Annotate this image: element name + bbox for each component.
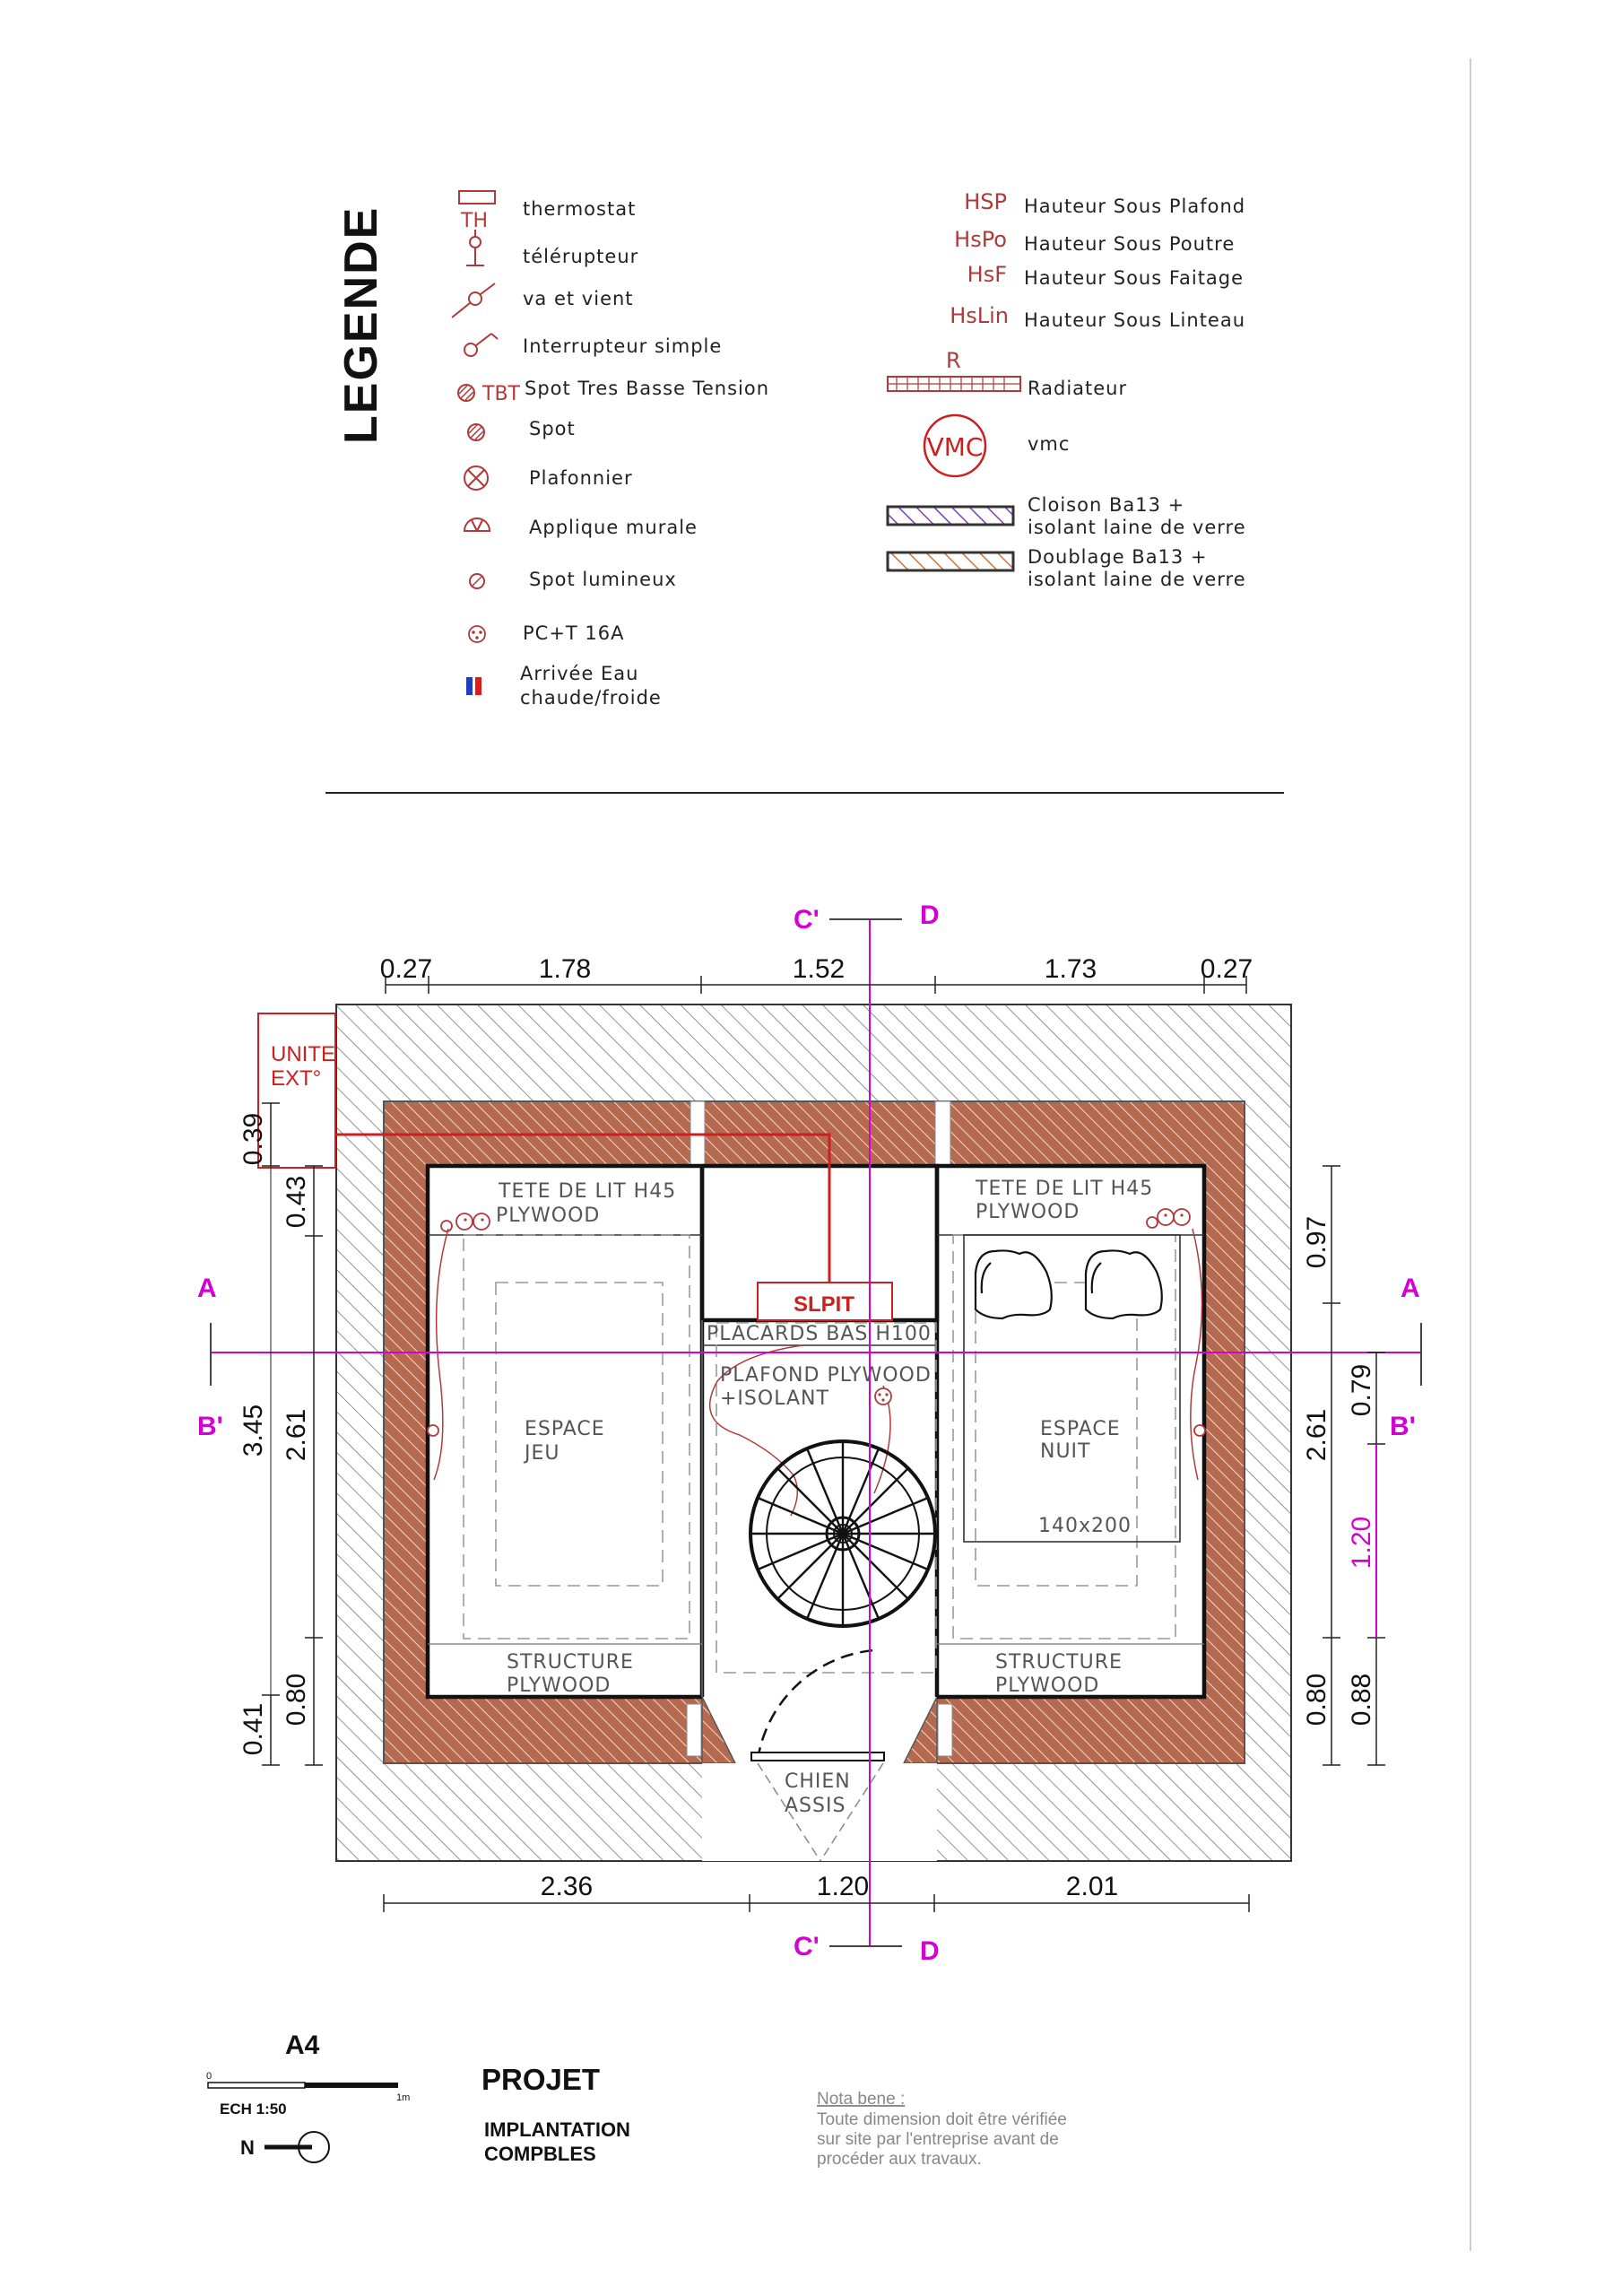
legend-item-label: va et vient [523, 288, 634, 309]
scale-end: 1m [396, 2092, 411, 2103]
legend-item-label: Spot lumineux [529, 569, 677, 590]
espace-nuit-label: ESPACE [1040, 1418, 1121, 1440]
nota-line: sur site par l'entreprise avant de [817, 2130, 1059, 2149]
cloison-swatch [888, 507, 1013, 525]
section-a-left: A [197, 1274, 217, 1303]
telerupteur-icon [466, 230, 484, 265]
project-title-line-1: IMPLANTATION [484, 2118, 630, 2141]
plafond-label-2: +ISOLANT [720, 1387, 829, 1410]
dormer-post-right [938, 1704, 952, 1756]
section-c-top: C' [794, 905, 820, 935]
vmc-symbol: VMC [926, 432, 984, 462]
vmc-icon [924, 415, 985, 476]
projet-label: PROJET [481, 2063, 601, 2096]
espace-jeu-label-2: JEU [525, 1442, 560, 1465]
dim-left: 3.45 [239, 1404, 268, 1457]
legend-item-label-2: isolant laine de verre [1028, 517, 1246, 538]
floor-plan [197, 900, 1421, 1966]
spiral-staircase [750, 1441, 935, 1626]
dim-right: 0.79 [1347, 1363, 1376, 1417]
legend-item-label-2: chaude/froide [520, 687, 662, 709]
dim-right-magenta-label: 1.20 [1347, 1516, 1376, 1570]
project-title-line-2: COMPBLES [484, 2143, 596, 2165]
dim-bottom: 2.36 [540, 1872, 594, 1901]
chien-label: CHIEN [785, 1770, 851, 1793]
structure-right-label-2: PLYWOOD [995, 1674, 1100, 1697]
legend-item-label: Applique murale [529, 517, 698, 538]
legend-item-label: vmc [1028, 433, 1071, 455]
dim-top: 1.73 [1044, 954, 1097, 984]
split-label: SLPIT [793, 1292, 855, 1317]
radiateur-icon [888, 348, 1020, 391]
bed-size-label: 140x200 [1038, 1515, 1132, 1537]
dim-bottom: 1.20 [816, 1872, 870, 1901]
outdoor-unit [258, 1013, 335, 1168]
legend-item-label: télérupteur [523, 246, 639, 267]
legend-item-label: Hauteur Sous Faitage [1024, 267, 1245, 289]
dim-top: 0.27 [1200, 954, 1253, 984]
section-d-top: D [920, 900, 940, 930]
radiateur-symbol: R [946, 348, 961, 373]
scale-zero: 0 [206, 2071, 213, 2082]
legend-item-label: Radiateur [1028, 378, 1128, 399]
scale-bar-white [208, 2083, 305, 2088]
legend-item-label: Cloison Ba13 + [1028, 494, 1185, 516]
dim-left: 2.61 [282, 1408, 311, 1462]
scale-label: ECH 1:50 [220, 2100, 287, 2118]
va-et-vient-icon [452, 283, 495, 317]
legend-title: LEGENDE [335, 205, 387, 444]
title-block [206, 2031, 1067, 2169]
spot-lumineux-icon [470, 574, 484, 588]
dim-top: 0.27 [379, 954, 433, 984]
structure-left-label-2: PLYWOOD [507, 1674, 612, 1697]
applique-icon [464, 518, 490, 531]
legend-abbr: HSP [964, 189, 1007, 214]
dim-left: 0.43 [282, 1175, 311, 1229]
placards-label: PLACARDS BAS H100 [707, 1323, 932, 1345]
legend-item-label: Spot [529, 418, 576, 439]
legend [335, 189, 1246, 709]
arrivee-eau-icon [466, 677, 481, 695]
switch-icon [428, 1425, 438, 1436]
legend-abbr: HsPo [954, 227, 1007, 252]
nota-title: Nota bene : [817, 2090, 906, 2109]
dim-right: 2.61 [1302, 1408, 1331, 1462]
dim-left: 0.39 [239, 1112, 268, 1166]
nota-line: Toute dimension doit être vérifiée [817, 2110, 1067, 2129]
tete-right-label: TETE DE LIT H45 [976, 1178, 1154, 1200]
legend-item-label: thermostat [523, 198, 637, 220]
nota-line: procéder aux travaux. [817, 2150, 982, 2169]
door-leaf [751, 1752, 884, 1761]
doublage-swatch [888, 552, 1013, 570]
legend-item-label: Plafonnier [529, 467, 633, 489]
north-label: N [240, 2136, 255, 2159]
espace-jeu-label: ESPACE [525, 1418, 605, 1440]
spot-tbt-symbol: TBT [482, 383, 520, 405]
legend-item-label: Doublage Ba13 + [1028, 546, 1208, 568]
legend-item-label: Hauteur Sous Plafond [1024, 196, 1246, 217]
thermostat-symbol: TH [461, 210, 488, 232]
unite-label: UNITE [271, 1042, 335, 1066]
espace-nuit-label-2: NUIT [1040, 1440, 1091, 1463]
partition-gap [935, 1101, 950, 1166]
tete-right-label-2: PLYWOOD [976, 1201, 1080, 1223]
chien-label-2: ASSIS [785, 1795, 846, 1817]
dim-bottom: 2.01 [1065, 1872, 1119, 1901]
plafond-label: PLAFOND PLYWOOD [720, 1364, 932, 1387]
switch-icon [1194, 1425, 1205, 1436]
legend-abbr: HsLin [950, 303, 1009, 328]
section-c-bottom: C' [794, 1932, 820, 1961]
dormer-post-left [687, 1704, 701, 1756]
tete-left-label: TETE DE LIT H45 [499, 1180, 677, 1203]
structure-right-label: STRUCTURE [995, 1651, 1123, 1674]
tete-left-label-2: PLYWOOD [496, 1205, 601, 1227]
plafonnier-icon [464, 466, 488, 490]
thermostat-icon [459, 191, 495, 232]
dim-right: 0.80 [1302, 1673, 1331, 1726]
legend-item-label: Spot Tres Basse Tension [525, 378, 770, 399]
unite-label-2: EXT° [271, 1066, 322, 1091]
section-b-left: B' [197, 1412, 223, 1441]
dim-right: 0.88 [1347, 1673, 1376, 1726]
spot-tbt-icon [458, 383, 521, 405]
prise-icon [875, 1388, 891, 1405]
legend-abbr: HsF [967, 262, 1007, 287]
dim-top: 1.52 [792, 954, 846, 984]
dim-left: 0.41 [239, 1702, 268, 1756]
legend-item-label: Interrupteur simple [523, 335, 723, 357]
format-label: A4 [285, 2031, 320, 2060]
dim-top: 1.78 [538, 954, 592, 984]
prise-icon [469, 626, 485, 642]
structure-left-label: STRUCTURE [507, 1651, 634, 1674]
scale-bar-black [305, 2083, 398, 2088]
section-a-right: A [1401, 1274, 1420, 1303]
legend-item-label: Hauteur Sous Poutre [1024, 233, 1236, 255]
dim-right: 0.97 [1302, 1215, 1331, 1269]
section-b-right: B' [1390, 1412, 1416, 1441]
legend-item-label: Hauteur Sous Linteau [1024, 309, 1246, 331]
interrupteur-icon [464, 334, 498, 356]
dim-left: 0.80 [282, 1673, 311, 1726]
legend-item-label: Arrivée Eau [520, 663, 639, 684]
legend-item-label-2: isolant laine de verre [1028, 569, 1246, 590]
section-d-bottom: D [920, 1936, 940, 1966]
spot-icon [468, 424, 484, 440]
legend-item-label: PC+T 16A [523, 622, 625, 644]
